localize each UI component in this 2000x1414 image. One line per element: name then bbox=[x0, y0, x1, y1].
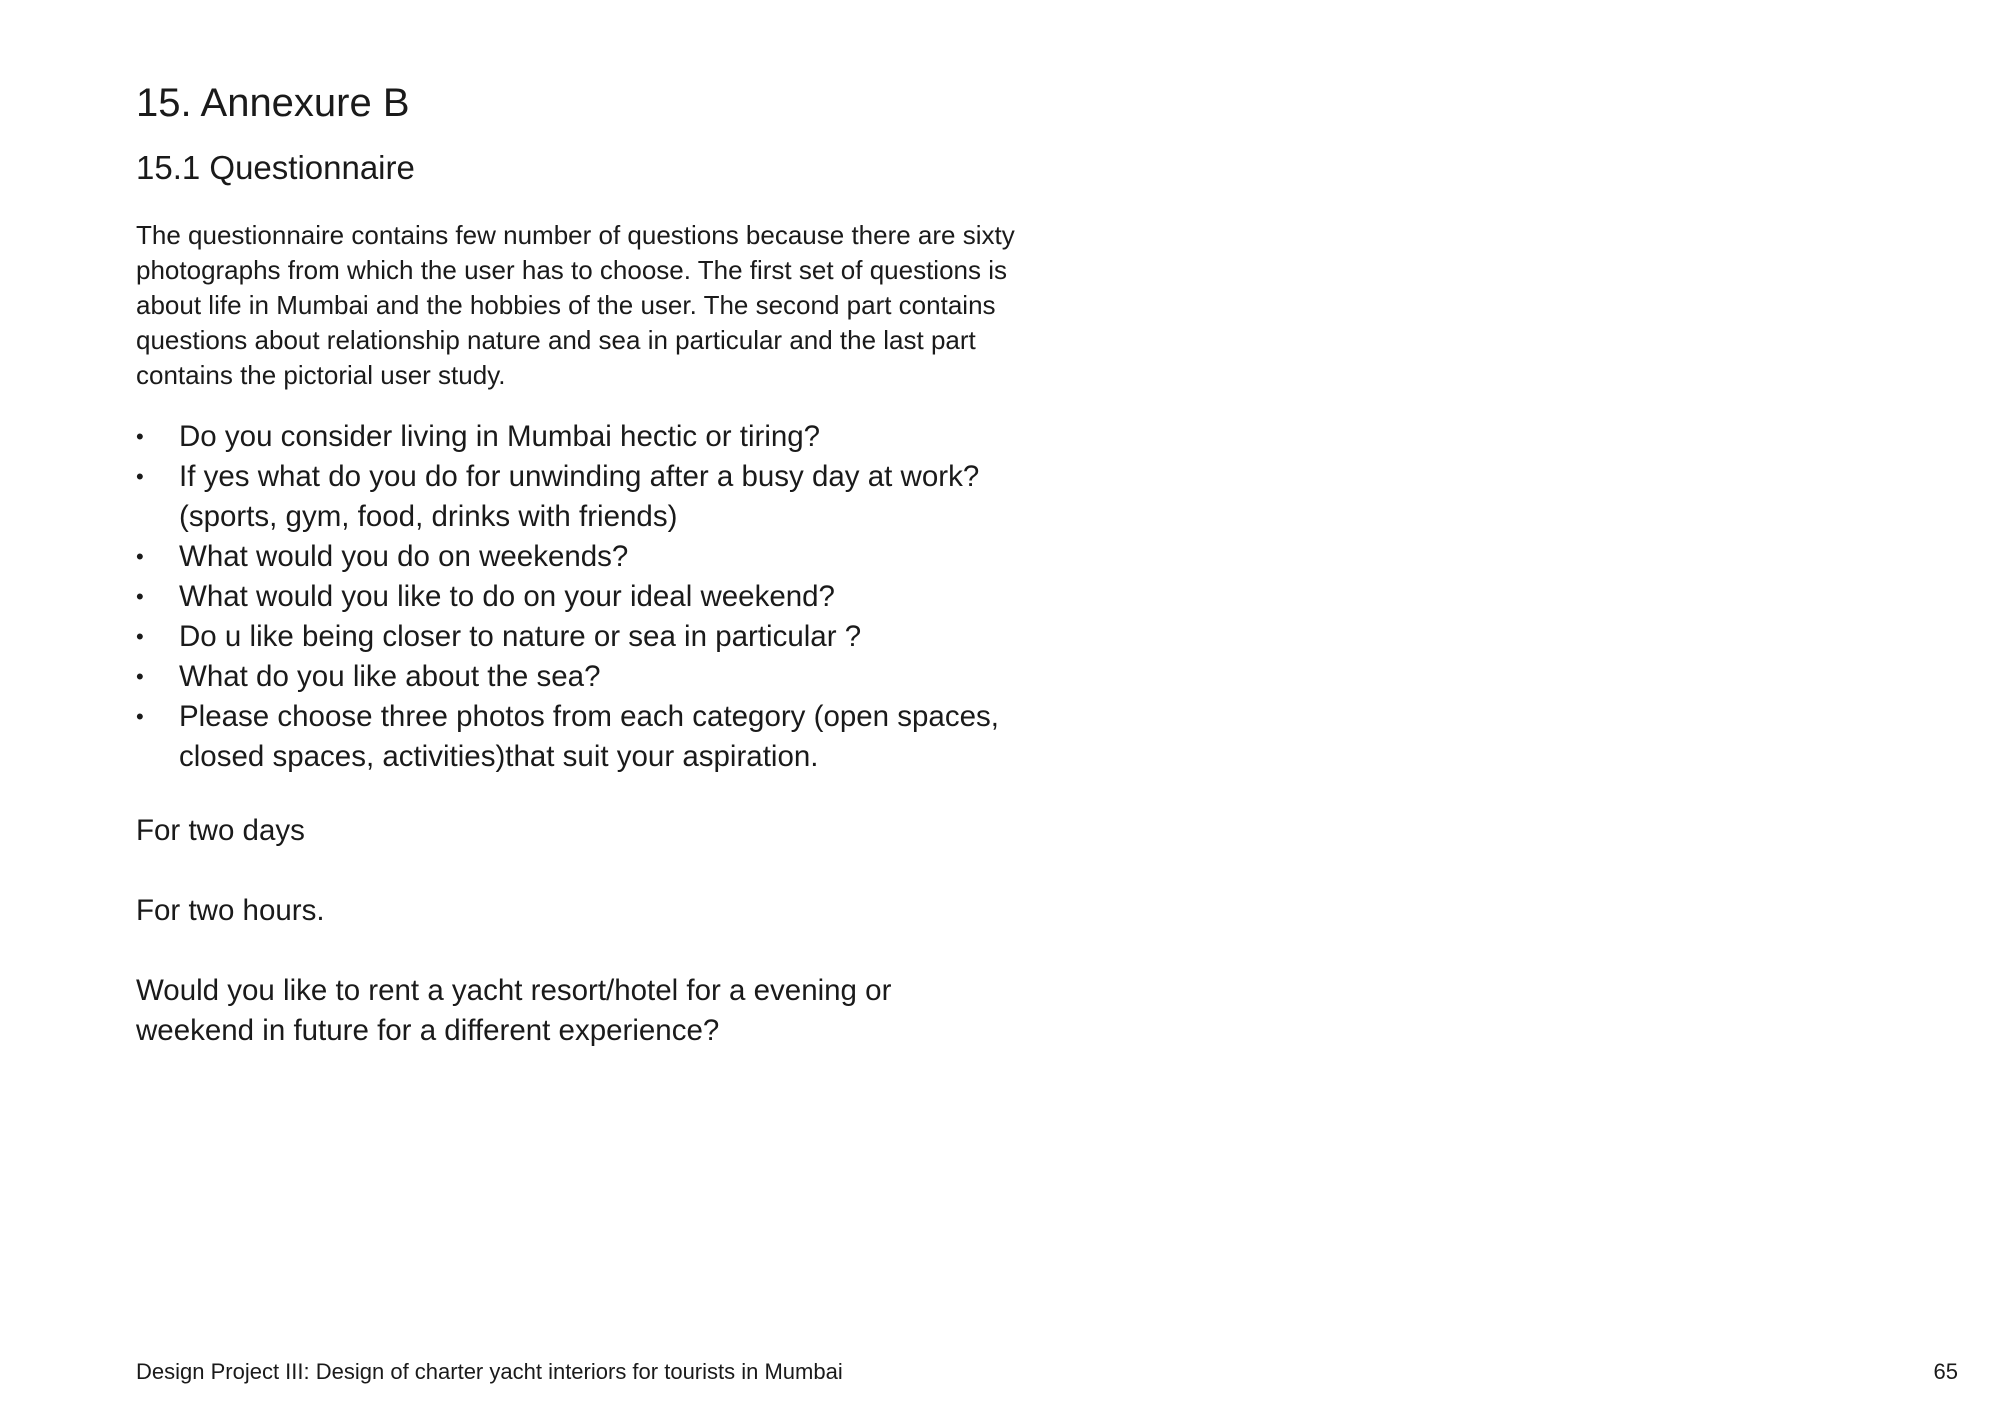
question-text: Do you consider living in Mumbai hectic or tiring? bbox=[179, 419, 821, 453]
page-number: 65 bbox=[1933, 1359, 1958, 1384]
bullet-icon: • bbox=[136, 543, 144, 569]
section-heading: 15. Annexure B bbox=[136, 81, 410, 125]
question-item bbox=[136, 417, 1049, 457]
subsection-heading: 15.1 Questionnaire bbox=[136, 149, 415, 186]
paragraph-two-hours: For two hours. bbox=[136, 893, 325, 927]
question-text: Please choose three photos from each category (open spaces, closed spaces, activities)that suit your aspiration. bbox=[179, 699, 999, 773]
intro-paragraph: The questionnaire contains few number of questions because there are sixty photographs from which the user has to choose. The first set of questions is about life in Mumbai and the hobbies of the user. The second part contains questions about relationship nature and sea in particular and the last part contains the pictorial user study. bbox=[136, 219, 1015, 390]
question-text: If yes what do you do for unwinding after a busy day at work? (sports, gym, food, drinks with friends) bbox=[179, 459, 980, 533]
bullet-icon: • bbox=[136, 423, 144, 449]
question-item bbox=[136, 697, 1049, 777]
question-item bbox=[136, 457, 1049, 537]
footer-title: Design Project III: Design of charter yacht interiors for tourists in Mumbai bbox=[136, 1359, 843, 1384]
page-content bbox=[136, 80, 1036, 1091]
bullet-icon: • bbox=[136, 623, 144, 649]
paragraph-two-days: For two days bbox=[136, 813, 305, 847]
question-list bbox=[136, 417, 1036, 777]
question-item bbox=[136, 657, 1049, 697]
question-text: Do u like being closer to nature or sea in particular ? bbox=[179, 619, 862, 653]
question-text: What would you do on weekends? bbox=[179, 539, 629, 573]
question-text: What would you like to do on your ideal weekend? bbox=[179, 579, 835, 613]
question-item bbox=[136, 537, 1049, 577]
paragraph-yacht-rental: Would you like to rent a yacht resort/hotel for a evening or weekend in future for a different experience? bbox=[136, 973, 892, 1047]
question-text: What do you like about the sea? bbox=[179, 659, 601, 693]
question-item bbox=[136, 617, 1049, 657]
question-item bbox=[136, 577, 1049, 617]
bullet-icon: • bbox=[136, 583, 144, 609]
bullet-icon: • bbox=[136, 703, 144, 729]
bullet-icon: • bbox=[136, 663, 144, 689]
bullet-icon: • bbox=[136, 463, 144, 489]
